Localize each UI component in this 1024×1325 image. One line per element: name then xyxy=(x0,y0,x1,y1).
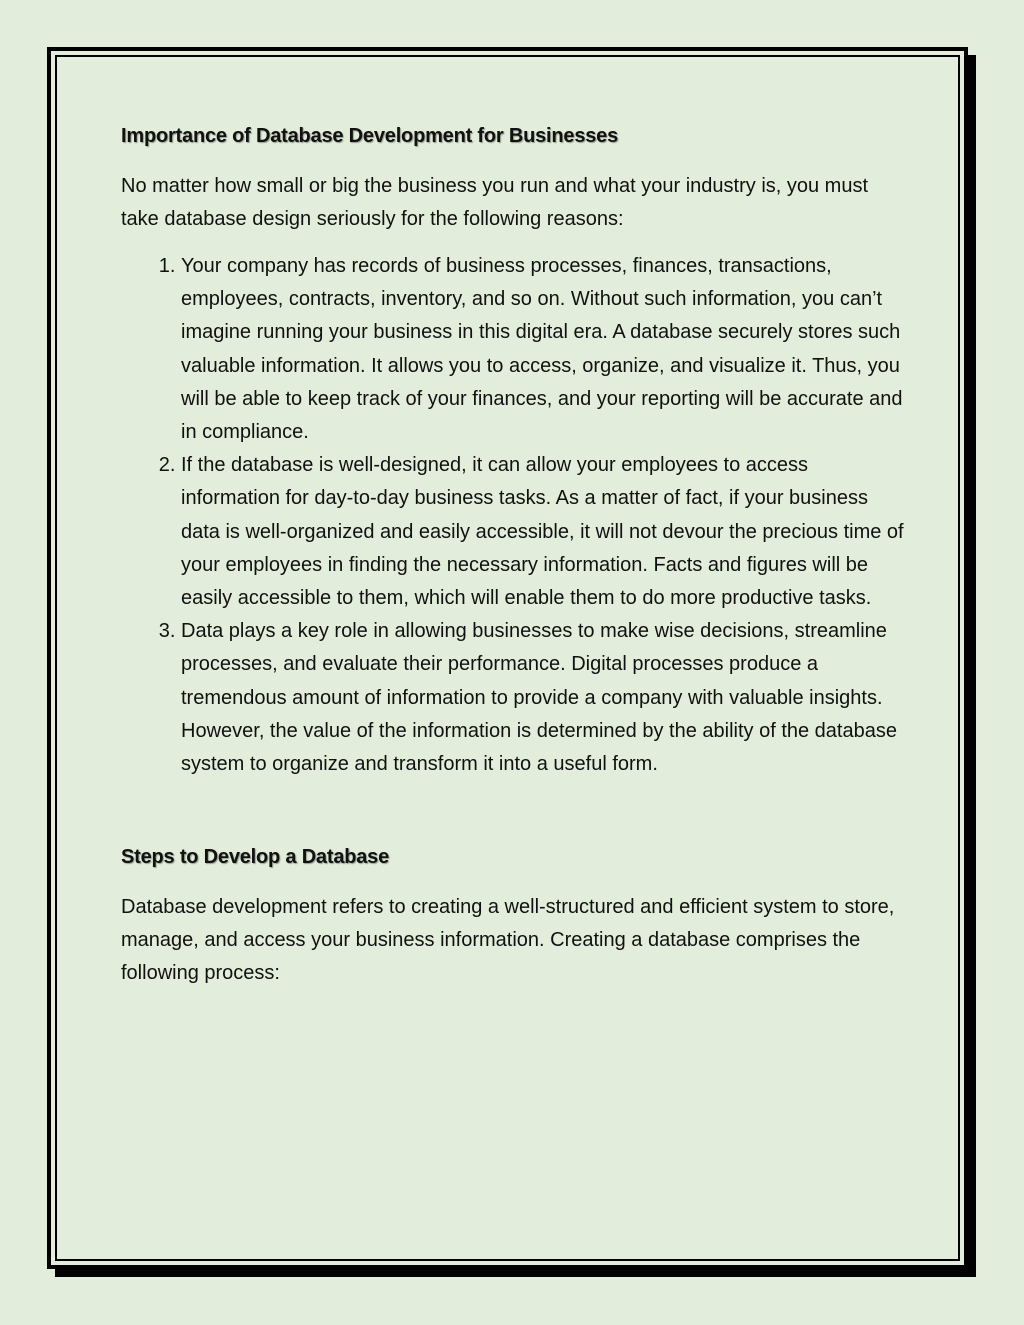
reasons-list xyxy=(121,250,911,781)
list-item: 1. Your company has records of business processes, finances, transactions, employees, contracts, inventory, and so on. Without such information, you can’t imagine running your business in this digital era. A database securely stores such valuable information. It allows you to access, organize, and visualize it. Thus, you will be able to keep track of your finances, and your reporting will be accurate and in compliance. xyxy=(181,250,911,449)
section-heading-importance: Importance of Database Development for Businesses xyxy=(121,125,619,147)
document-content xyxy=(121,122,911,990)
list-item: 3. Data plays a key role in allowing businesses to make wise decisions, streamline processes, and evaluate their performance. Digital processes produce a tremendous amount of information to provide a company with valuable insights. However, the value of the information is determined by the ability of the database system to organize and transform it into a useful form. xyxy=(181,615,911,781)
section-heading-steps: Steps to Develop a Database xyxy=(121,846,390,869)
section-steps xyxy=(121,843,911,990)
list-item: 2. If the database is well-designed, it can allow your employees to access information for day-to-day business tasks. As a matter of fact, if your business data is well-organized and easily accessible, it will not devour the precious time of your employees in finding the necessary information. Facts and figures will be easily accessible to them, which will enable them to do more productive tasks. xyxy=(181,449,911,615)
section-intro-steps: Database development refers to creating a well-structured and efficient system to store, manage, and access your business information. Creating a database comprises the following process: xyxy=(121,896,895,985)
section-intro-importance: No matter how small or big the business you run and what your industry is, you must take database design seriously for the following reasons: xyxy=(121,175,869,230)
